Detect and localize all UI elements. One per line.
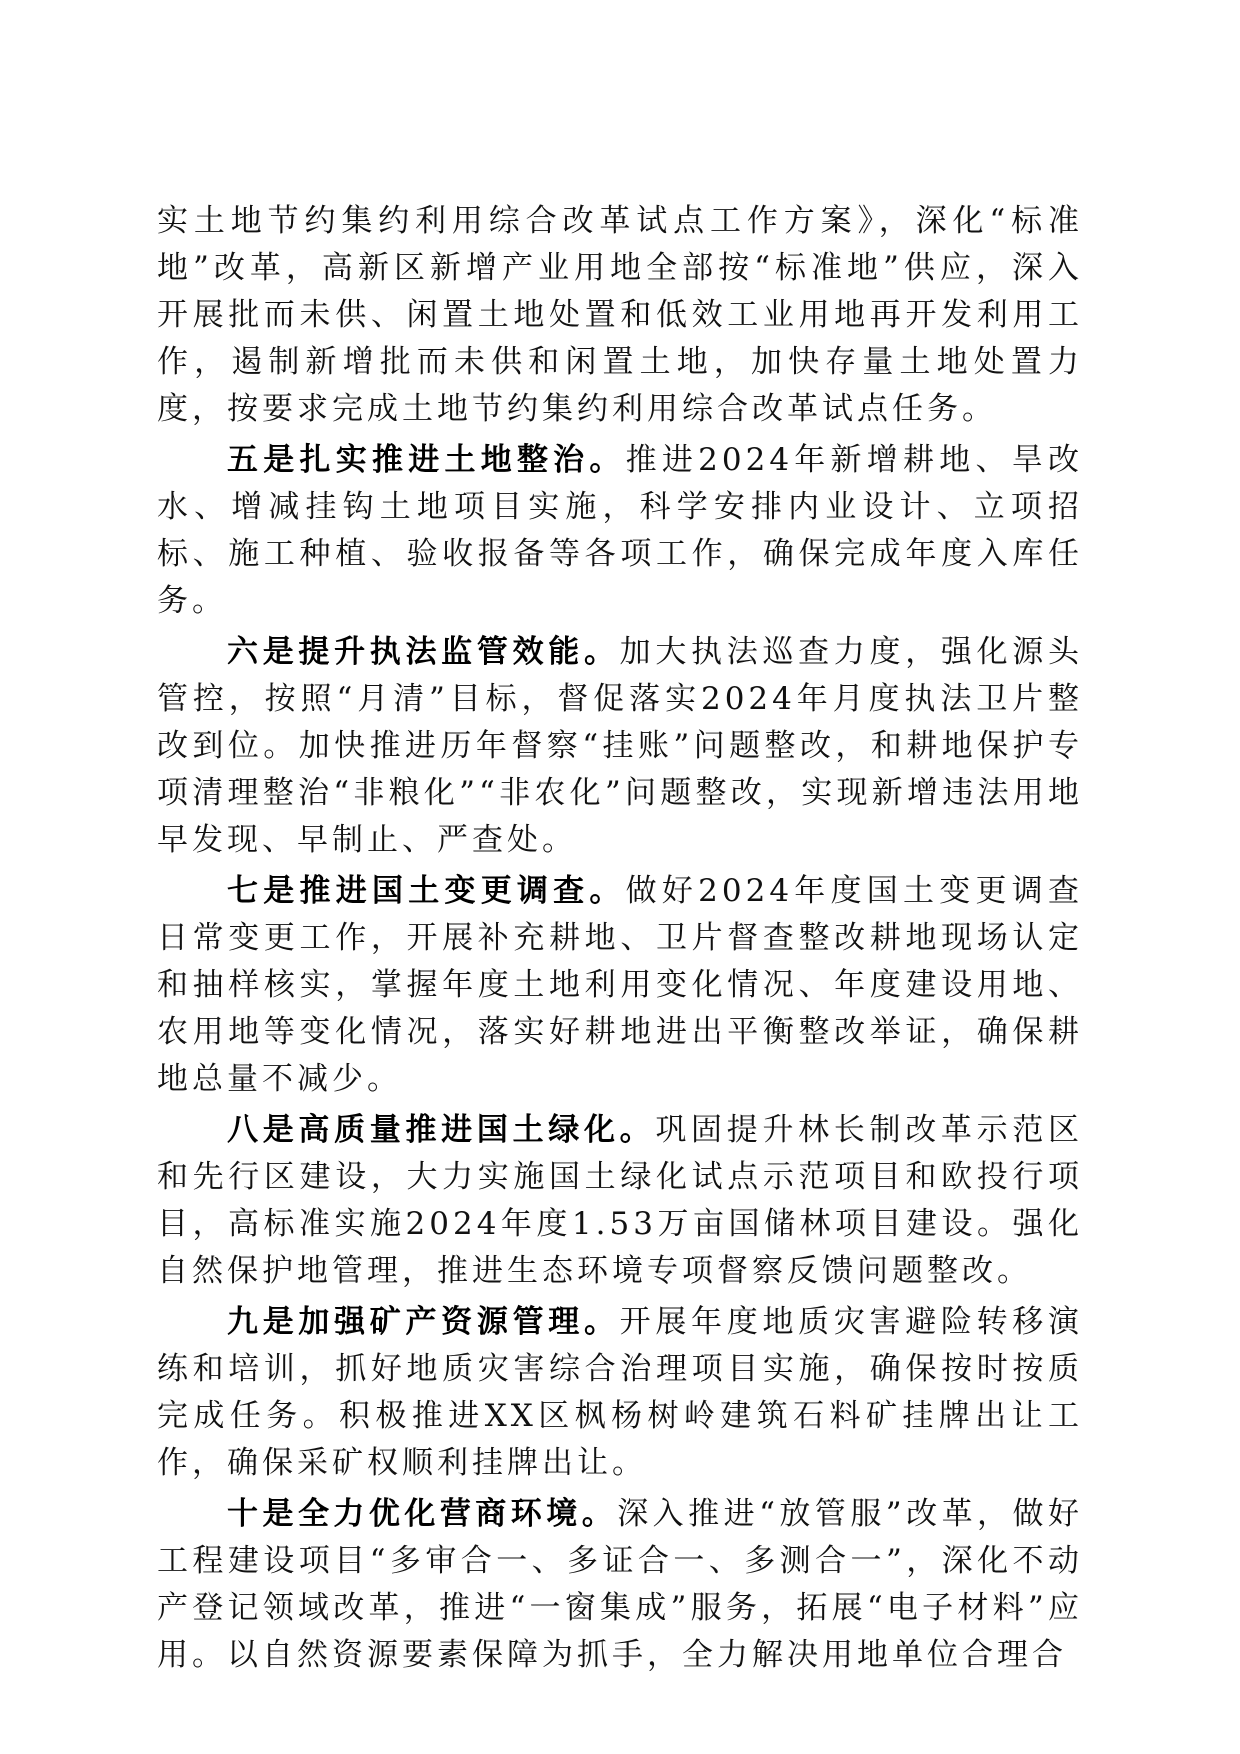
- paragraph-heading: 六是提升执法监管效能。: [227, 634, 620, 670]
- paragraph-text: 巩固提升林长制改革示范区和先行区建设，大力实施国土绿化试点示范项目和欧投行项目，高标准实施2024年度1.53万亩国储林项目建设。强化自然保护地管理，推进生态环境专项督察反馈问题整改。: [157, 1112, 1084, 1289]
- paragraph-item-6: [157, 629, 1083, 864]
- paragraph-text: 开展年度地质灾害避险转移演练和培训，抓好地质灾害综合治理项目实施，确保按时按质完成任务。积极推进XX区枫杨树岭建筑石料矿挂牌出让工作，确保采矿权顺利挂牌出让。: [157, 1304, 1084, 1481]
- paragraph-text: 加大执法巡查力度，强化源头管控，按照“月清”目标，督促落实2024年月度执法卫片整改到位。加快推进历年督察“挂账”问题整改，和耕地保护专项清理整治“非粮化”“非农化”问题整改，实现新增违法用地早发现、早制止、严查处。: [157, 634, 1084, 858]
- paragraph-item-5: [157, 437, 1083, 625]
- paragraph-item-9: [157, 1299, 1083, 1487]
- paragraph-item-10: [157, 1491, 1083, 1679]
- paragraph-continuation: [157, 198, 1083, 433]
- paragraph-heading: 八是高质量推进国土绿化。: [227, 1112, 656, 1148]
- paragraph-heading: 十是全力优化营商环境。: [227, 1496, 618, 1532]
- paragraph-heading: 九是加强矿产资源管理。: [227, 1304, 620, 1340]
- paragraph-heading: 七是推进国土变更调查。: [227, 873, 626, 909]
- paragraph-text: 实土地节约集约利用综合改革试点工作方案》，深化“标准地”改革，高新区新增产业用地全部按“标准地”供应，深入开展批而未供、闲置土地处置和低效工业用地再开发利用工作，遏制新增批而未供和闲置土地，加快存量土地处置力度，按要求完成土地节约集约利用综合改革试点任务。: [157, 203, 1083, 427]
- paragraph-heading: 五是扎实推进土地整治。: [227, 442, 626, 478]
- document-body: [157, 198, 1083, 1683]
- paragraph-text: 深入推进“放管服”改革，做好工程建设项目“多审合一、多证合一、多测合一”，深化不动产登记领域改革，推进“一窗集成”服务，拓展“电子材料”应用。以自然资源要素保障为抓手，全力解决用地单位合理合: [157, 1496, 1084, 1673]
- paragraph-item-7: [157, 868, 1083, 1103]
- paragraph-text: 推进2024年新增耕地、旱改水、增减挂钩土地项目实施，科学安排内业设计、立项招标、施工种植、验收报备等各项工作，确保完成年度入库任务。: [157, 442, 1083, 619]
- paragraph-text: 做好2024年度国土变更调查日常变更工作，开展补充耕地、卫片督查整改耕地现场认定和抽样核实，掌握年度土地利用变化情况、年度建设用地、农用地等变化情况，落实好耕地进出平衡整改举证，确保耕地总量不减少。: [157, 873, 1083, 1097]
- paragraph-item-8: [157, 1107, 1083, 1295]
